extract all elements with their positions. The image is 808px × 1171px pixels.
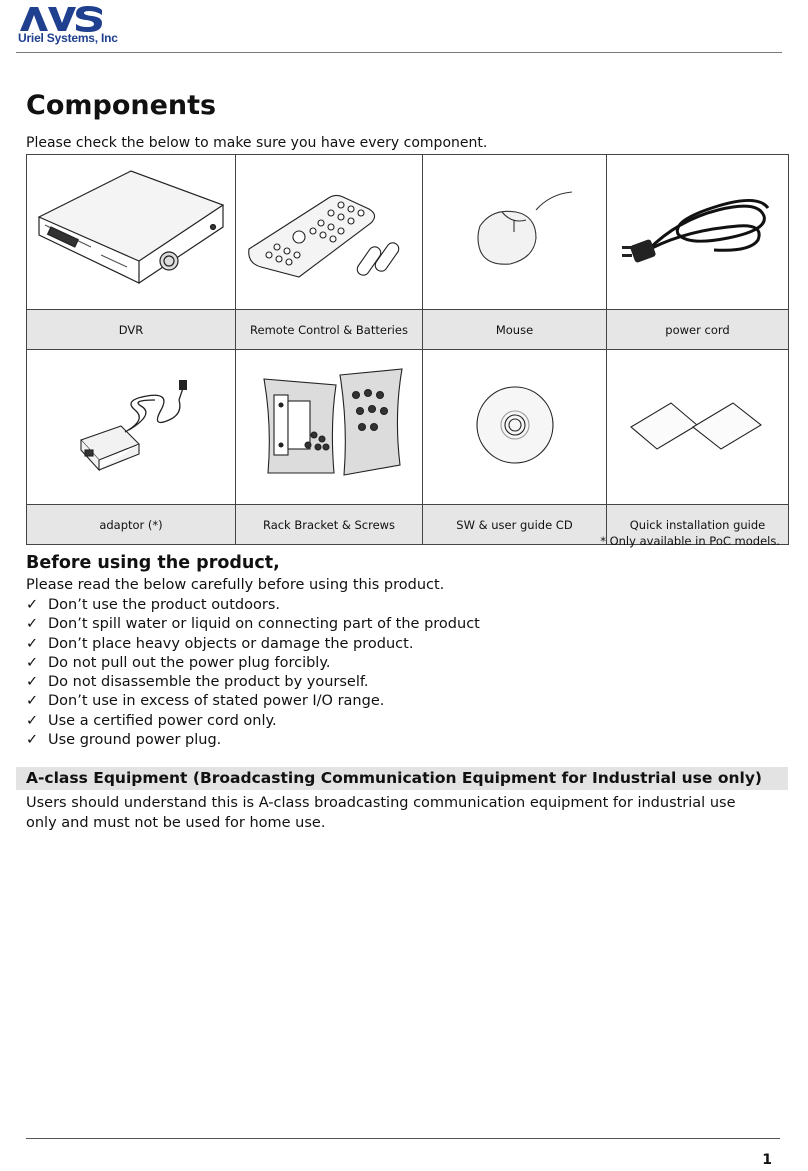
component-label: Rack Bracket & Screws — [236, 505, 423, 545]
component-label: Mouse — [423, 310, 607, 350]
cd-icon — [465, 375, 565, 475]
precaution-item: ✓ Do not disassemble the product by yourself. — [26, 673, 480, 692]
guide-sheets-icon — [623, 385, 773, 465]
check-icon: ✓ — [26, 674, 39, 691]
adaptor-icon — [51, 370, 211, 480]
component-image-cell — [607, 155, 789, 310]
component-label: SW & user guide CD — [423, 505, 607, 545]
header-divider — [16, 52, 782, 53]
precaution-item: ✓ Use ground power plug. — [26, 731, 480, 750]
page-number: 1 — [762, 1152, 772, 1168]
section-heading-aclass: A-class Equipment (Broadcasting Communication Equipment for Industrial use only) — [26, 769, 763, 787]
check-icon: ✓ — [26, 635, 39, 652]
company-name: Uriel Systems, Inc — [18, 31, 118, 45]
check-icon: ✓ — [26, 616, 39, 633]
component-label: DVR — [27, 310, 236, 350]
check-icon: ✓ — [26, 693, 39, 710]
component-label: Remote Control & Batteries — [236, 310, 423, 350]
mouse-icon — [440, 180, 590, 280]
avs-logo-mark — [18, 6, 104, 32]
precaution-item: ✓ Don’t use in excess of stated power I/O range. — [26, 692, 480, 711]
page-title: Components — [26, 90, 217, 121]
precaution-item: ✓ Don’t spill water or liquid on connecting part of the product — [26, 615, 480, 634]
intro-text: Please check the below to make sure you have every component. — [26, 135, 488, 151]
remote-control-icon — [239, 175, 419, 285]
section-heading-before-using: Before using the product, — [26, 553, 280, 573]
precaution-list — [26, 596, 480, 750]
component-image-cell — [27, 350, 236, 505]
company-logo — [18, 6, 118, 45]
check-icon: ✓ — [26, 732, 39, 749]
precaution-item: ✓ Use a certified power cord only. — [26, 712, 480, 731]
check-icon: ✓ — [26, 597, 39, 613]
precaution-item: ✓ Do not pull out the power plug forcibly. — [26, 654, 480, 673]
component-image-cell — [236, 155, 423, 310]
power-cord-icon — [618, 180, 778, 280]
dvr-icon — [31, 165, 231, 295]
before-using-lead: Please read the below carefully before using this product. — [26, 577, 445, 593]
poc-footnote: * Only available in PoC models. — [600, 534, 780, 548]
precaution-item: ✓ Don’t use the product outdoors. — [26, 596, 480, 615]
components-table — [26, 154, 789, 545]
precaution-item: ✓ Don’t place heavy objects or damage the product. — [26, 635, 480, 654]
component-image-cell — [423, 350, 607, 505]
aclass-heading-band — [16, 767, 788, 790]
check-icon: ✓ — [26, 654, 39, 671]
component-image-cell — [236, 350, 423, 505]
component-image-cell — [27, 155, 236, 310]
component-label: adaptor (*) — [27, 505, 236, 545]
aclass-body: Users should understand this is A-class broadcasting communication equipment for industrial use only and must not be used for home use. — [26, 795, 736, 831]
component-image-cell — [423, 155, 607, 310]
component-label: Quick installation guide — [607, 505, 789, 545]
component-label: power cord — [607, 310, 789, 350]
footer-divider — [26, 1138, 780, 1139]
check-icon: ✓ — [26, 712, 39, 729]
rack-bracket-icon — [244, 365, 414, 485]
component-image-cell — [607, 350, 789, 505]
